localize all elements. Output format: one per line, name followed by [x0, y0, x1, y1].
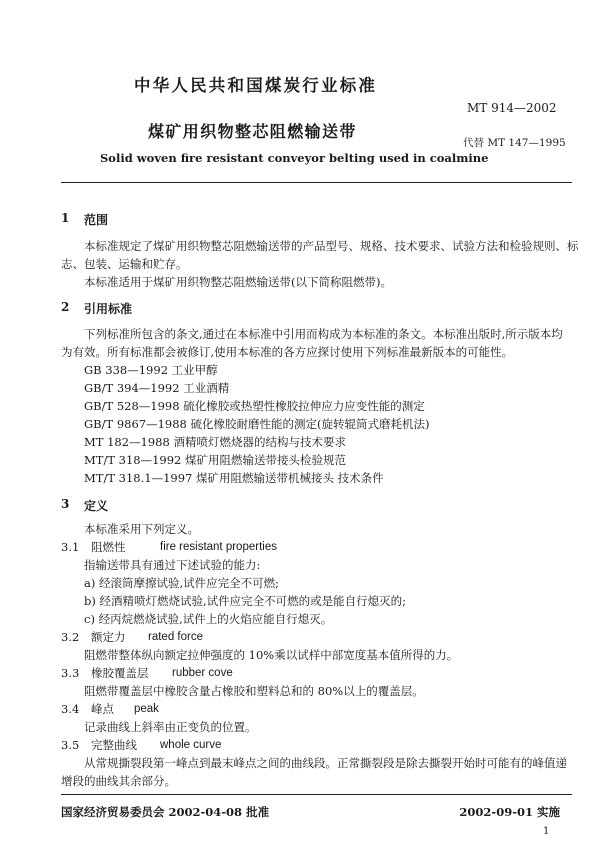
section-1-paragraph-line: 本标准规定了煤矿用织物整芯阻燃输送带的产品型号、规格、技术要求、试验方法和检验规则、标	[84, 239, 579, 253]
approval-line: 国家经济贸易委员会 2002-04-08 批准	[61, 805, 270, 819]
reference-item: MT 182—1988 酒精喷灯燃烧器的结构与技术要求	[84, 435, 346, 449]
reference-item: GB/T 9867—1988 硫化橡胶耐磨性能的测定(旋转辊筒式磨耗机法)	[84, 417, 430, 431]
definition-3-1-item: a) 经滚筒摩擦试验,试件应完全不可燃;	[84, 576, 280, 590]
definition-3-2-term: 额定力	[91, 630, 126, 644]
definition-3-1-item: c) 经丙烷燃烧试验,试件上的火焰应能自行熄灭。	[84, 612, 333, 626]
reference-item: MT/T 318—1992 煤矿用阻燃输送带接头检验规范	[84, 453, 347, 467]
reference-item: GB 338—1992 工业甲醇	[84, 363, 218, 377]
section-2-paragraph-line: 下列标准所包含的条文,通过在本标准中引用而构成为本标准的条文。本标准出版时,所示版本均	[84, 327, 563, 341]
definition-3-5-term: 完整曲线	[91, 738, 137, 752]
definition-3-3-number: 3.3	[61, 666, 80, 680]
definition-3-5-number: 3.5	[61, 738, 80, 752]
definition-3-5-text-line: 增段的曲线其余部分。	[61, 774, 176, 788]
standard-number: MT 914—2002	[467, 101, 557, 115]
definition-3-2-term-en: rated force	[148, 631, 203, 643]
footer-rule	[61, 794, 572, 795]
document-title-cn: 煤矿用织物整芯阻燃输送带	[148, 122, 357, 141]
issuing-body-title: 中华人民共和国煤炭行业标准	[134, 76, 378, 95]
definition-3-3-term-en: rubber cove	[172, 667, 233, 679]
definition-3-5-text-line: 从常规撕裂段第一峰点到最末峰点之间的曲线段。正常撕裂段是除去撕裂开始时可能有的峰值递	[84, 756, 567, 770]
replaces-standard: 代替 MT 147—1995	[463, 137, 566, 149]
section-2-paragraph-line: 为有效。所有标准都会被修订,使用本标准的各方应探讨使用下列标准最新版本的可能性。	[61, 345, 514, 359]
definition-3-3-term: 橡胶覆盖层	[91, 666, 149, 680]
definition-3-1-term: 阻燃性	[91, 540, 126, 554]
definition-3-1-term-en: fire resistant properties	[160, 541, 277, 553]
header-rule	[61, 182, 572, 183]
definition-3-2-text: 阻燃带整体纵向额定拉伸强度的 10%乘以试样中部宽度基本值所得的力。	[84, 648, 459, 662]
document-title-en: Solid woven fire resistant conveyor belting used in coalmine	[100, 151, 489, 165]
definition-3-4-number: 3.4	[61, 702, 80, 716]
definition-3-4-term: 峰点	[91, 702, 114, 716]
section-3-title: 定义	[84, 499, 109, 513]
section-3-number: 3	[61, 497, 70, 511]
reference-item: GB/T 394—1992 工业酒精	[84, 381, 230, 395]
definition-3-2-number: 3.2	[61, 630, 80, 644]
effective-date: 2002-09-01 实施	[459, 805, 560, 819]
section-3-intro: 本标准采用下列定义。	[84, 522, 199, 536]
section-1-paragraph-line: 志、包装、运输和贮存。	[61, 257, 188, 271]
definition-3-1-item: b) 经酒精喷灯燃烧试验,试件应完全不可燃的或是能自行熄灭的;	[84, 594, 407, 608]
definition-3-5-term-en: whole curve	[160, 739, 222, 751]
definition-3-4-term-en: peak	[134, 703, 159, 715]
section-1-paragraph: 本标准适用于煤矿用织物整芯阻燃输送带(以下简称阻燃带)。	[84, 275, 392, 289]
definition-3-1-number: 3.1	[61, 540, 80, 554]
section-1-title: 范围	[84, 213, 109, 227]
section-1-number: 1	[61, 211, 70, 225]
definition-3-3-text: 阻燃带覆盖层中橡胶含量占橡胶和塑料总和的 80%以上的覆盖层。	[84, 684, 424, 698]
page-number: 1	[543, 826, 550, 837]
reference-item: MT/T 318.1—1997 煤矿用阻燃输送带机械接头 技术条件	[84, 471, 384, 485]
section-2-number: 2	[61, 300, 70, 314]
definition-3-4-text: 记录曲线上斜率由正变负的位置。	[84, 720, 257, 734]
reference-item: GB/T 528—1998 硫化橡胶或热塑性橡胶拉伸应力应变性能的测定	[84, 399, 425, 413]
definition-3-1-text: 指输送带具有通过下述试验的能力:	[84, 558, 261, 572]
section-2-title: 引用标准	[84, 302, 133, 316]
